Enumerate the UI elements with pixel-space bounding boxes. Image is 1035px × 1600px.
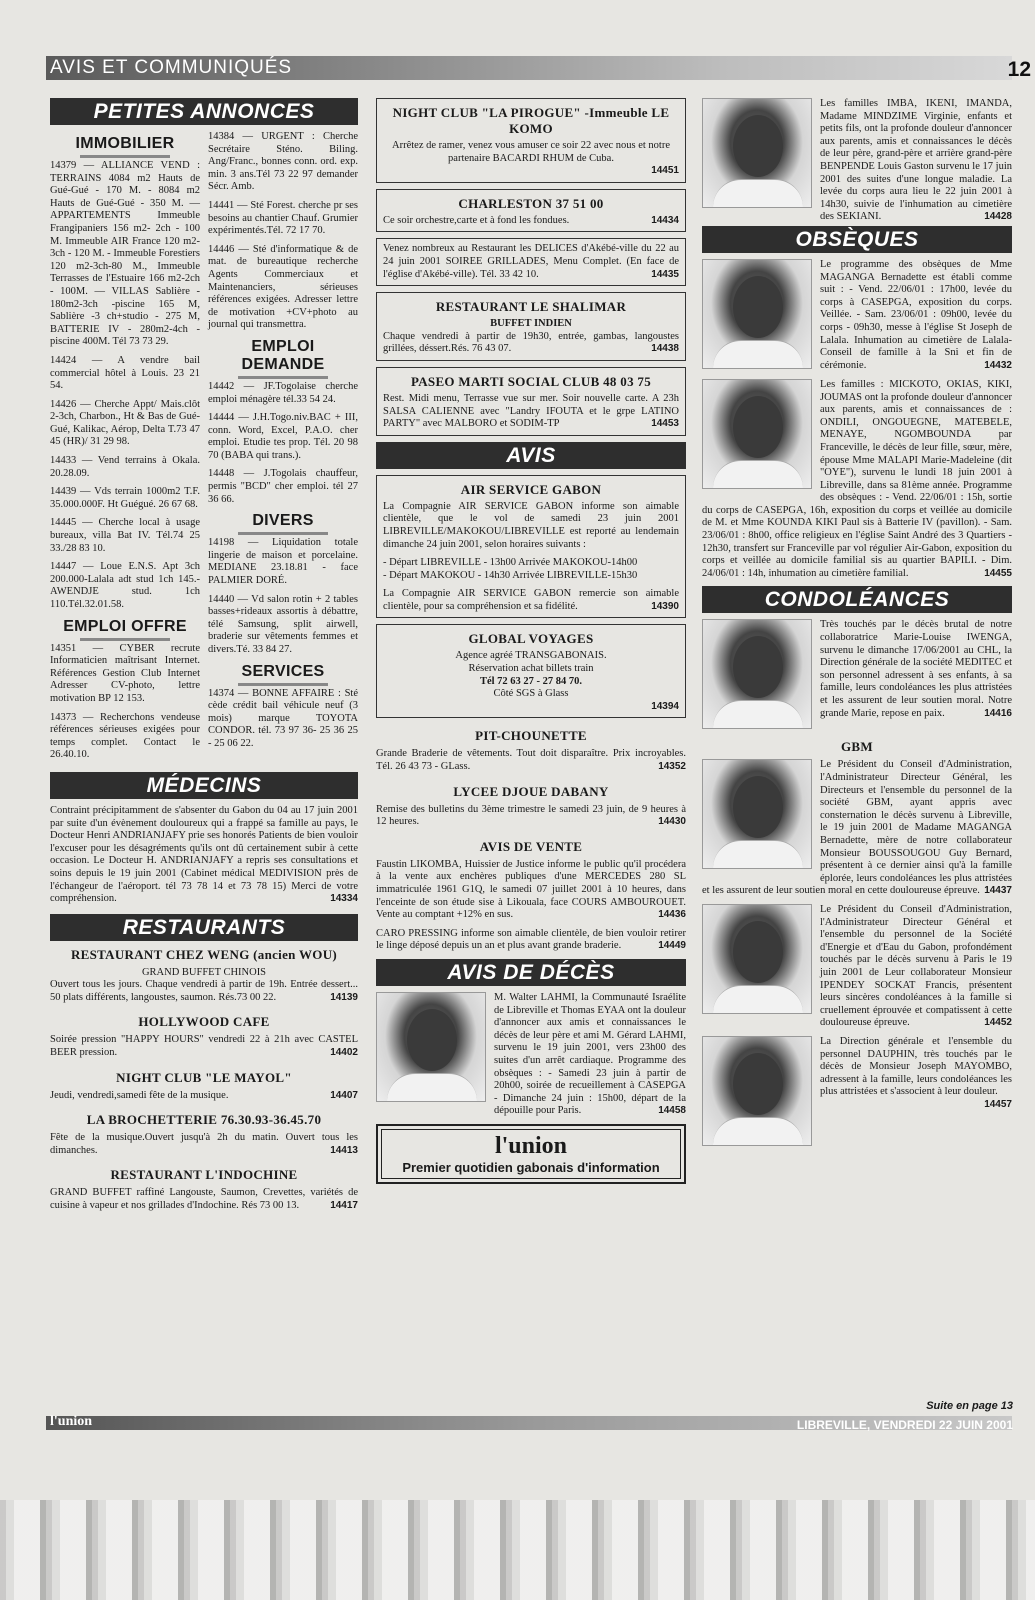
air-service-notice [376,475,686,619]
condolence-entry [702,619,1012,733]
ref-number: 14436 [658,909,686,921]
column-obituaries [702,98,1012,1150]
ad-title: NIGHT CLUB "LA PIROGUE" -Immeuble LE KOMO [392,105,670,136]
ad-sub: BUFFET INDIEN [490,318,572,330]
section-header-bar [46,56,1012,80]
petites-annonces-banner: PETITES ANNONCES [50,98,358,125]
classifieds-left [50,131,200,768]
ref-number: 14437 [984,885,1012,897]
ad-line: Agence agréé TRANSGABONAIS. [455,650,607,662]
restaurant-text: Soirée pression "HAPPY HOURS" vendredi 22 à 21h avec CASTEL BEER pression. [50,1034,358,1059]
restaurant-name: RESTAURANT L'INDOCHINE [110,1167,298,1183]
notice-text: Les familles : MICKOTO, OKIAS, KIKI, JOUMAS ont la profonde douleur d'annoncer aux parents, amis et connaissances de : ONDILI, ONGOUEGNE, MATEBELE, MENAYE, NGOMBOUNDA par Franceville, le décès de leur fille, sœur, mère, épouse Mme MALAPI Marie-Madeleine (dit "OYE"), survenu le lundi 18 juin 2001 à Libreville, dans sa 81ème année. Programme des obsèques : - Vend. 22/06/01 : 15h, sortie du corps de CASEPGA, 16h, exposition du corps et veillée au domicile de M. et Mme KOUNDA KIKI Paul sis à Batterie IV (pavillon). - Sam. 23/06/01 : 8h00, office religieux en l'église Saint André des 3 Quartiers - 12h30, transfert sur Franceville par vol régulier Air-Gabon, exposition du corps et veillée au domicile familial sis au quartier BAPILI. - Dim. 24/06/01 : 14h, inhumation au cimetière familial. [702,378,1012,579]
classified-ad: 14426 — Cherche Appt/ Mais.clôt 2-3ch, Charbon., Ht & Bas de Gué-Gué, Kalikac, Aérop, Delta T.73 47 45 (HR)/ 31 29 98. [50,398,200,448]
death-notice [376,992,686,1118]
restaurant-entry [50,1167,358,1212]
restaurant-entry [50,947,358,1005]
condolence-entry [702,1036,1012,1150]
classified-ad: 14441 — Sté Forest. cherche pr ses besoins au chantier Chauf. Grumier expérimentés.Tél. 72 17 70. [208,199,358,237]
restaurant-name: LA BROCHETTERIE 76.30.93-36.45.70 [86,1112,322,1128]
ad-box-paseo [376,367,686,436]
portrait-photo [702,1036,812,1146]
page-number: 12 [1007,58,1031,81]
ref-number: 14428 [984,211,1012,223]
medecins-text: Contraint précipitamment de s'absenter du Gabon du 04 au 17 juin 2001 par suite d'un évènement douloureux qui a frappé sa famille au pays, le Docteur Henri ANDRIANJAFY prie ses honorés Patients de bien vouloir l'excuser pour les désagréments qu'ils ont dû certainement subir à cette occasion. Le Docteur H. ANDRIANJAFY a repris ses consultations et soins depuis le 19 juin 2001 (Cabinet médical MEDIVISION près de l'échangeur de l'aéroport. tél 73 78 14 et 73 78 15) Merci de votre compréhension. [50,804,358,905]
restaurant-entry [50,1070,358,1103]
immobilier-heading: IMMOBILIER [50,135,200,158]
medecins-notice [50,805,358,906]
notice-text: Très touchés par le décès brutal de notre collaboratrice Marie-Louise IWENGA, survenu le dimanche 17/06/2001 au CHL, la Direction générale de la société MEDITEC et son personnel adressent à ses enfants, à sa famille, leurs condoléances les plus attristées et les assurent de leur soutien moral. Notre grande Marie, repose en paix. [820,619,1012,719]
ref-number: 14402 [330,1047,358,1059]
ad-text: La Compagnie AIR SERVICE GABON remercie son aimable clientèle, pour sa compréhension et sa fidélité. [383,588,679,612]
ad-box-shalimar [376,292,686,361]
ad-line: Côté SGS à Glass [493,688,569,700]
restaurant-text: Ouvert tous les jours. Chaque vendredi à partir de 19h. Entrée dessert... 50 plats différents, langoustes, saumon. Rés.73 00 22. [50,979,358,1003]
scan-artifact [0,1500,1035,1600]
classified-ad: 14444 — J.H.Togo.niv.BAC + III, conn. Word, Excel, P.A.O. cher emploi. Etudie tes prop. Tél. 20 98 70 (BABA qui trans.). [208,412,358,461]
portrait-photo [702,759,812,869]
condolence-entry [702,904,1012,1030]
condolence-entry [702,739,1012,898]
ref-number: 14407 [330,1089,358,1101]
ref-number: 14390 [651,600,679,612]
column-classifieds [50,98,358,1219]
classified-ad: 14448 — J.Togolais chauffeur, permis "BCD" cher emploi. tél 27 36 66. [208,468,358,505]
condoleances-banner: CONDOLÉANCES [702,586,1012,613]
obituary-entry [702,379,1012,581]
ref-number: 14455 [984,567,1012,579]
notice-text: Le Président du Conseil d'Administration, l'Administrateur Directeur Général, les Directeurs et l'ensemble du personnel de la société GBM, ayant appris avec consternation le décès survenu à Libreville, le 19 juin 2001 de Madame MAGANGA Bernadette, mère de notre collaborateur Monsieur BOUSSOUGOU Guy Bernard, présentent à ce dernier ainsi qu'à la famille éplorée, leurs condoléances les plus attristées et les assurent de leur soutien moral en cette douloureuse épreuve. [702,759,1012,897]
classifieds-right [208,131,358,768]
ref-number: 14453 [651,418,679,430]
ref-number: 14139 [330,991,358,1003]
ad-text: Chaque vendredi à partir de 19h30, entrée, gambas, langoustes grillées, déssert.Rés. 76 43 07. [383,330,679,355]
notice-text: Remise des bulletins du 3ème trimestre le samedi 23 juin, de 9 heures à 12 heures. [376,803,686,828]
notice-text: M. Walter LAHMI, la Communauté Israélite de Libreville et Thomas EYAA ont la douleur d'annoncer aux amis et connaissances le décès de leur père et ami M. Gérard LAHMI, survenu le 19 juin 2001, vers 23h00 des suites d'un arrêt cardiaque. Programme des obsèques : - Samedi 23 juin à partir de 20h00, soirée de recueillement à CASEPGA - Dimanche 24 juin : 15h00, départ de la dépouille pour Paris. [494,991,686,1117]
classified-ad: 14445 — Cherche local à usage bureaux, villa Bat IV. Tél.74 25 33./28 83 10. [50,517,200,554]
section-title: AVIS ET COMMUNIQUÉS [50,57,293,78]
classified-ad: 14373 — Recherchons vendeuse références sérieuses exigées pour temps complet. Contact le 26.40.10. [50,711,200,761]
restaurant-entry [50,1014,358,1059]
portrait-photo [702,259,812,369]
union-tagline: Premier quotidien gabonais d'information [402,1159,660,1175]
avis-banner: AVIS [376,442,686,469]
restaurant-sub: GRAND BUFFET CHINOIS [141,966,267,978]
ad-box-charleston [376,189,686,233]
ad-title: GLOBAL VOYAGES [468,631,594,647]
restaurant-name: NIGHT CLUB "LE MAYOL" [116,1069,292,1085]
footer-logo: l'union [50,1414,93,1429]
notice-entry [376,728,686,773]
ref-number: 14334 [330,893,358,905]
classified-ad: 14198 — Liquidation totale lingerie de maison et porcelaine. MEDIANE 23.18.81 - face PALMIER DORÉ. [208,537,358,587]
restaurant-text: Jeudi, vendredi,samedi fête de la musique. [50,1089,229,1101]
notice-text: Grande Braderie de vêtements. Tout doit disparaître. Prix incroyables. Tél. 26 43 73 - GLass. [376,748,686,773]
ref-number: 14432 [984,359,1012,371]
ad-line: Tél 72 63 27 - 27 84 70. [479,675,583,687]
ref-number: 14458 [658,1105,686,1117]
ref-number: 14430 [658,816,686,828]
notice-title: LYCEE DJOUE DABANY [453,783,609,799]
classified-ad: 14433 — Vend terrains à Okala. 20.28.09. [50,455,200,479]
notice-text: Le programme des obsèques de Mme MAGANGA Bernadette est établi comme suit : - Vend. 22/06/01 : 17h00, levée du corps à CASEPGA, exposition du corps. Veillée. - Sam. 23/06/01 : 09h00, levée du corps - 09h30, messe à l'église St Joseph de Lalala. Inhumation au cimetière de Lalala- Conseil de famille à la Sni et fin de cérémonie. [820,258,1012,371]
portrait-photo [702,619,812,729]
divers-heading: DIVERS [208,512,358,535]
classified-ad: 14424 — A vendre bail commercial hôtel à Louis. 23 21 54. [50,354,200,392]
obseques-banner: OBSÈQUES [702,226,1012,253]
notice-text: Le Président du Conseil d'Administration, l'Administrateur Directeur Général et l'ensemble du personnel de la Société d'Energie et d'Eau du Gabon, profondément touchés par le décès survenu à Paris le 19 juin 2001 de Leur collaborateur Monsieur IPENDEY SOCKAT Francis, présentent leurs sincères condoléances à la famille si cruellement éprouvée et compatissent à cette douloureuse épreuve. [820,903,1012,1029]
ref-number: 14416 [984,707,1012,719]
classified-ad: 14446 — Sté d'informatique & de mat. de bureautique recherche Agents Commerciaux et Maintenanciers, sérieuses références exigées. Adresser lettre de motivation +CV+photo au journal qui transmettra. [208,243,358,331]
classified-ad: 14384 — URGENT : Cherche Secrétaire Sténo. Biling. Ang/Franc., bonnes conn. ord. exp. min. 3 ans.Tél 73 22 97 demander Sécr. Amb. [208,131,358,193]
restaurant-text: GRAND BUFFET raffiné Langouste, Saumon, Crevettes, variétés de cuisine à vapeur et nos grillades d'Indochine. Rés 73 00 13. [50,1187,358,1212]
emploi-offre-heading: EMPLOI OFFRE [50,618,200,641]
classified-ad: 14351 — CYBER recrute Informaticien maîtrisant Internet. Références Gestion Club Internet Adresser CV-photo, lettre motivation BP 12 153. [50,642,200,704]
emploi-demande-heading: EMPLOI DEMANDE [208,338,358,379]
classifieds-grid [50,131,358,768]
ad-text: Rest. Midi menu, Terrasse vue sur mer. Soir nouvelle carte. A 23h SALSA CALIENNE avec "Landry IFOUTA et le grpe LATINO PARTY" avec MALBORO et SODIM-TP [383,392,679,430]
schedule-line: - Départ MAKOKOU - 14h30 Arrivée LIBREVILLE-15h30 [383,569,638,581]
ref-number: 14449 [658,940,686,952]
services-heading: SERVICES [208,663,358,686]
restaurant-entry [50,1112,358,1157]
restaurants-banner: RESTAURANTS [50,914,358,941]
portrait-photo [702,98,812,208]
portrait-photo [702,379,812,489]
notice-title: PIT-CHOUNETTE [475,728,587,744]
notice-entry [376,784,686,829]
ad-text: Arrêtez de ramer, venez vous amuser ce soir 22 avec nous et notre partenaire BACARDI RHUM de Cuba. [392,140,670,164]
obituary-entry [702,259,1012,373]
notice-title: AVIS DE VENTE [479,838,583,854]
ref-number: 14413 [330,1144,358,1156]
ref-number: 14452 [984,1017,1012,1029]
union-ad [376,1124,686,1184]
restaurant-text: Fête de la musique.Ouvert jusqu'à 2h du matin. Ouvert tous les dimanches. [50,1132,358,1156]
ref-number: 14438 [651,343,679,355]
portrait-photo [376,992,486,1102]
ad-text: La Compagnie AIR SERVICE GABON informe son aimable clientèle, que le vol de samedi 23 juin 2001 LIBREVILLE/MAKOKOU/LIBREVILLE est reporté au lendemain dimanche 24 juin 2001, selon horaires suivants : [383,500,679,550]
ref-number: 14457 [984,1098,1012,1110]
notice-text: Les familles IMBA, IKENI, IMANDA, Madame MINDZIME Virginie, enfants et petits fils, ont la profonde douleur d'annoncer aux parents, amis et connaissances le décès de leur père, grand-père et arrière grand-père BENPENDE Louis Gaston survenu le 17 juin 2001 des suites d'une longue maladie. La levée du corps aura lieu le 22 juin 2001 à 14h30, suivie de l'inhumation au cimetière des SEKIANI. [820,98,1012,223]
ref-number: 14451 [651,165,679,177]
ref-number: 14352 [658,761,686,773]
portrait-photo [702,904,812,1014]
continued-note: Suite en page 13 [926,1400,1013,1412]
notice-text: CARO PRESSING informe son aimable clientèle, de bien vouloir retirer le linge déposé depuis un an et plus avant grande braderie. [376,927,686,952]
ref-number: 14435 [651,268,679,280]
notice-text: La Direction générale et l'ensemble du personnel DAUPHIN, très touchés par le décès de Monsieur Joseph MAYOMBO, adressent à la famille, leurs condoléances les plus attristées et s'associent à leur douleur. [820,1035,1012,1098]
ref-number: 14394 [651,700,679,712]
schedule-line: - Départ LIBREVILLE - 13h00 Arrivée MAKOKOU-14h00 [383,557,638,569]
obituary-entry [702,98,1012,224]
classified-ad: 14442 — JF.Togolaise cherche emploi ménagère tél.33 54 24. [208,380,358,405]
global-voyages-notice [376,624,686,718]
ad-text: Venez nombreux au Restaurant les DELICES d'Akébé-ville du 22 au 24 juin 2001 SOIREE GRILLADES, Menu Complet. (En face de l'église d'Akébé-ville). Tél. 33 42 10. [383,243,679,280]
restaurant-name: RESTAURANT CHEZ WENG (ancien WOU) [70,946,338,962]
ref-number: 14434 [651,214,679,226]
notice-title: GBM [841,739,873,755]
ad-box-delices [376,238,686,286]
classified-ad: 14439 — Vds terrain 1000m2 T.F. 35.000.000F. Ht Guégué. 26 67 68. [50,486,200,510]
union-logo: l'union [494,1132,568,1159]
avis-deces-banner: AVIS DE DÉCÈS [376,959,686,986]
ad-text: Ce soir orchestre,carte et à fond les fondues. [383,214,570,226]
restaurant-name: HOLLYWOOD CAFE [138,1014,270,1030]
column-notices [376,98,686,1184]
notice-text: Faustin LIKOMBA, Huissier de Justice informe le public qu'il procédera à la vente aux enchères publiques d'une MERCEDES 280 SL immatriculée 1961 G1Q, le samedi 07 juillet 2001 à 10 heures, dans l'enceinte de son étude sise à Likouala, face COURS AMBOUROUET. Vente au comptant +12% en sus. [376,858,686,921]
ad-title: RESTAURANT LE SHALIMAR [435,299,627,315]
classified-ad: 14440 — Vd salon rotin + 2 tables basses+rideaux assortis à débattre, télé Samsung, split airwell, braderie sur vêtements femmes et divers.Té. 33 84 27. [208,593,358,655]
notice-entry [376,839,686,922]
notice-entry [376,928,686,953]
medecins-banner: MÉDECINS [50,772,358,799]
classified-ad: 14379 — ALLIANCE VEND : TERRAINS 4084 m2 Hauts de Gué-Gué - 170 M. - 8084 m2 Hauts de Gué-Gué - 350 M. — APPARTEMENTS Immeuble Frangipaniers 156 m2- 2ch - 100 M. Immeuble AIR France 120 m2-3ch - 120 M. - Immeuble Forestiers 120 m2-3ch-80 M., Immeuble Terrasses de l'Estuaire 166 m2-2ch - 100M. — VILLAS Sablière - 180m2-3ch -piscine 165 M, Sablière -3 ch+studio - 275 M, BATTERIE IV - 280m2-4ch - piscine 400M. Tél 73 73 29. [50,160,200,348]
ad-box-pirogue [376,98,686,183]
footer-date: LIBREVILLE, VENDREDI 22 JUIN 2001 [796,1418,1013,1432]
classified-ad: 14374 — BONNE AFFAIRE : Sté cède crédit bail véhicule neuf (3 mois) marque TOYOTA CONDOR. tél. 73 97 36- 25 36 25 - 25 06 22. [208,687,358,749]
ad-title: CHARLESTON 37 51 00 [458,195,604,211]
ad-title: PASEO MARTI SOCIAL CLUB 48 03 75 [410,373,652,389]
ad-line: Réservation achat billets train [468,663,594,675]
classified-ad: 14447 — Loue E.N.S. Apt 3ch 200.000-Lalala adt stud 1ch 145.- AWENDJE stud. 1ch 110.Tél.32.01.58. [50,561,200,610]
ref-number: 14417 [330,1200,358,1212]
ad-title: AIR SERVICE GABON [460,481,602,497]
